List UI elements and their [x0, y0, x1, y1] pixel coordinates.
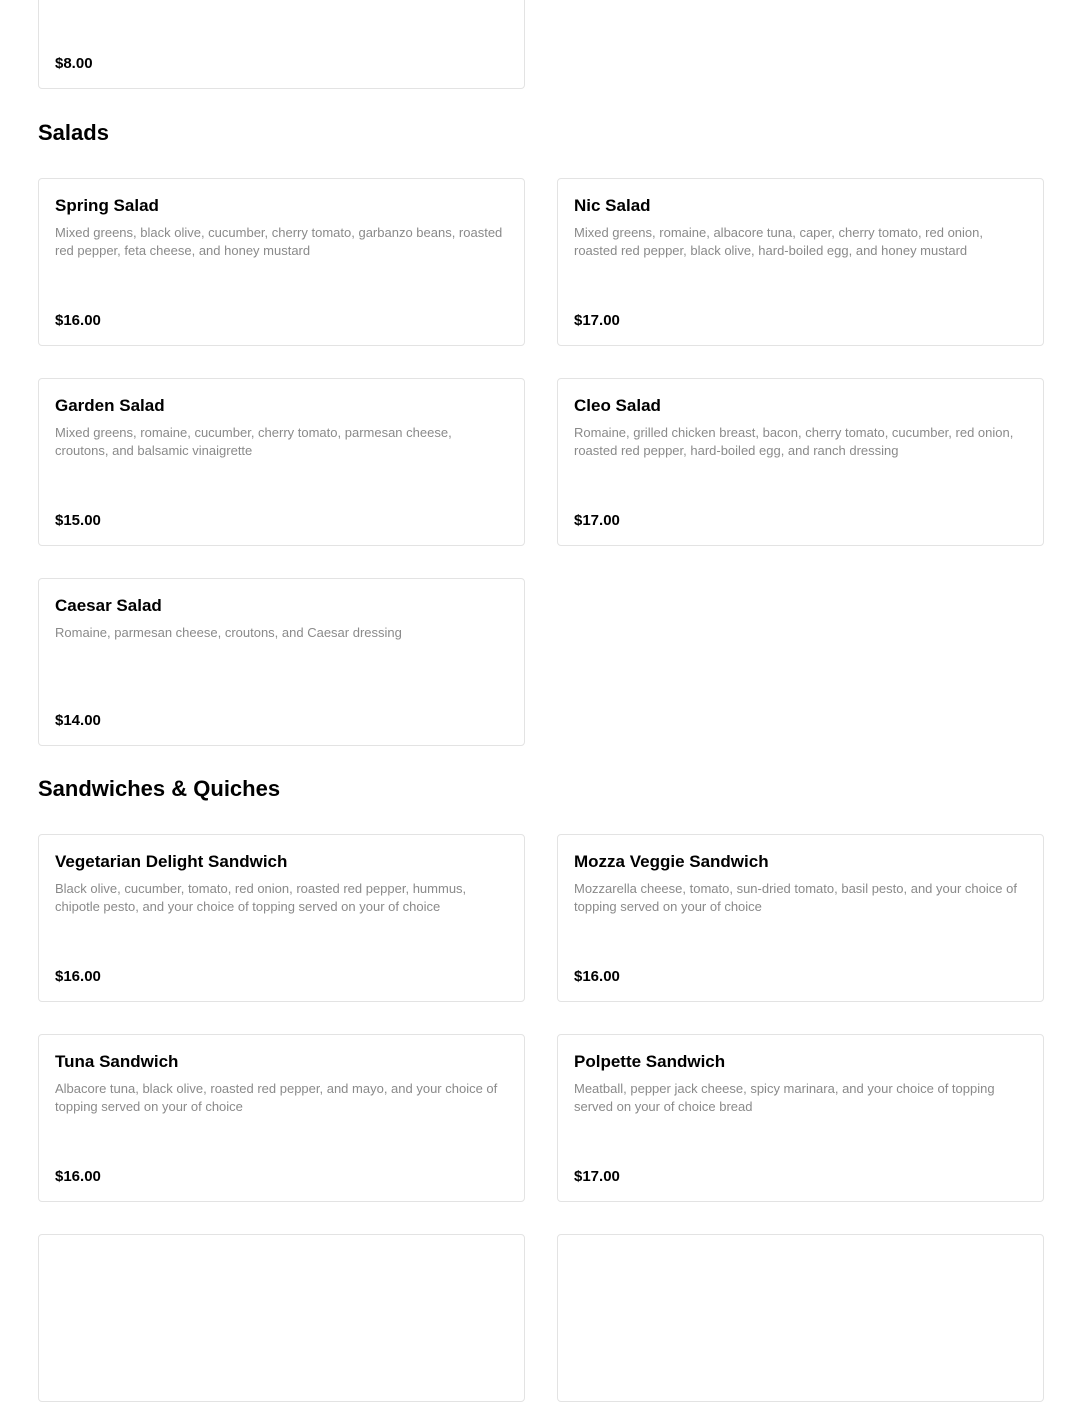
section-title-salads: Salads	[38, 120, 109, 145]
menu-item-card[interactable]	[557, 1234, 1044, 1402]
menu-item-card[interactable]	[38, 578, 525, 746]
menu-item-card[interactable]	[38, 1234, 525, 1402]
menu-item-card[interactable]	[38, 834, 525, 1002]
menu-item-card[interactable]	[38, 178, 525, 346]
menu-item-description: Black olive, cucumber, tomato, red onion, roasted red pepper, hummus, chipotle pesto, and your choice of topping served on your of choice	[55, 881, 467, 914]
menu-item-card[interactable]	[38, 1034, 525, 1202]
menu-item-description: Albacore tuna, black olive, roasted red pepper, and mayo, and your choice of topping served on your of choice	[55, 1081, 498, 1114]
menu-item-price: $14.00	[55, 712, 101, 729]
menu-item-name: Nic Salad	[574, 196, 651, 215]
menu-item-description: Romaine, grilled chicken breast, bacon, cherry tomato, cucumber, red onion, roasted red pepper, hard-boiled egg, and ranch dressing	[574, 425, 1014, 458]
menu-item-name: Vegetarian Delight Sandwich	[55, 852, 288, 871]
menu-item-price: $17.00	[574, 312, 620, 329]
menu-item-price: $16.00	[55, 1168, 101, 1185]
menu-item-price: $15.00	[55, 512, 101, 529]
menu-item-price: $8.00	[55, 55, 93, 72]
menu-item-name: Polpette Sandwich	[574, 1052, 726, 1071]
menu-item-price: $16.00	[55, 312, 101, 329]
section-title-sandwiches: Sandwiches & Quiches	[38, 776, 281, 801]
menu-item-name: Tuna Sandwich	[55, 1052, 179, 1071]
menu-item-price: $17.00	[574, 1168, 620, 1185]
menu-item-name: Spring Salad	[55, 196, 159, 215]
menu-item-card[interactable]	[557, 834, 1044, 1002]
menu-item-description: Mozzarella cheese, tomato, sun-dried tomato, basil pesto, and your choice of topping served on your of choice	[574, 881, 1017, 914]
menu-item-name: Cleo Salad	[574, 396, 661, 415]
menu-item-description: Romaine, parmesan cheese, croutons, and Caesar dressing	[55, 625, 402, 640]
menu-item-description: Mixed greens, romaine, cucumber, cherry tomato, parmesan cheese, croutons, and balsamic vinaigrette	[55, 425, 452, 458]
menu-item-card[interactable]	[38, 0, 525, 89]
menu-item-description: Mixed greens, black olive, cucumber, cherry tomato, garbanzo beans, roasted red pepper, feta cheese, and honey mustard	[55, 225, 503, 258]
menu-item-card[interactable]	[38, 378, 525, 546]
menu-item-price: $16.00	[574, 968, 620, 985]
menu-item-name: Mozza Veggie Sandwich	[574, 852, 769, 871]
menu-item-card[interactable]	[557, 1034, 1044, 1202]
menu-item-price: $16.00	[55, 968, 101, 985]
menu-item-card[interactable]	[557, 378, 1044, 546]
menu-item-name: Garden Salad	[55, 396, 165, 415]
menu-item-name: Caesar Salad	[55, 596, 162, 615]
menu-item-description: Mixed greens, romaine, albacore tuna, caper, cherry tomato, red onion, roasted red pepper, black olive, hard-boiled egg, and honey mustard	[574, 225, 983, 258]
menu-item-card[interactable]	[557, 178, 1044, 346]
menu-item-price: $17.00	[574, 512, 620, 529]
menu-item-description: Meatball, pepper jack cheese, spicy marinara, and your choice of topping served on your of choice bread	[574, 1081, 995, 1114]
